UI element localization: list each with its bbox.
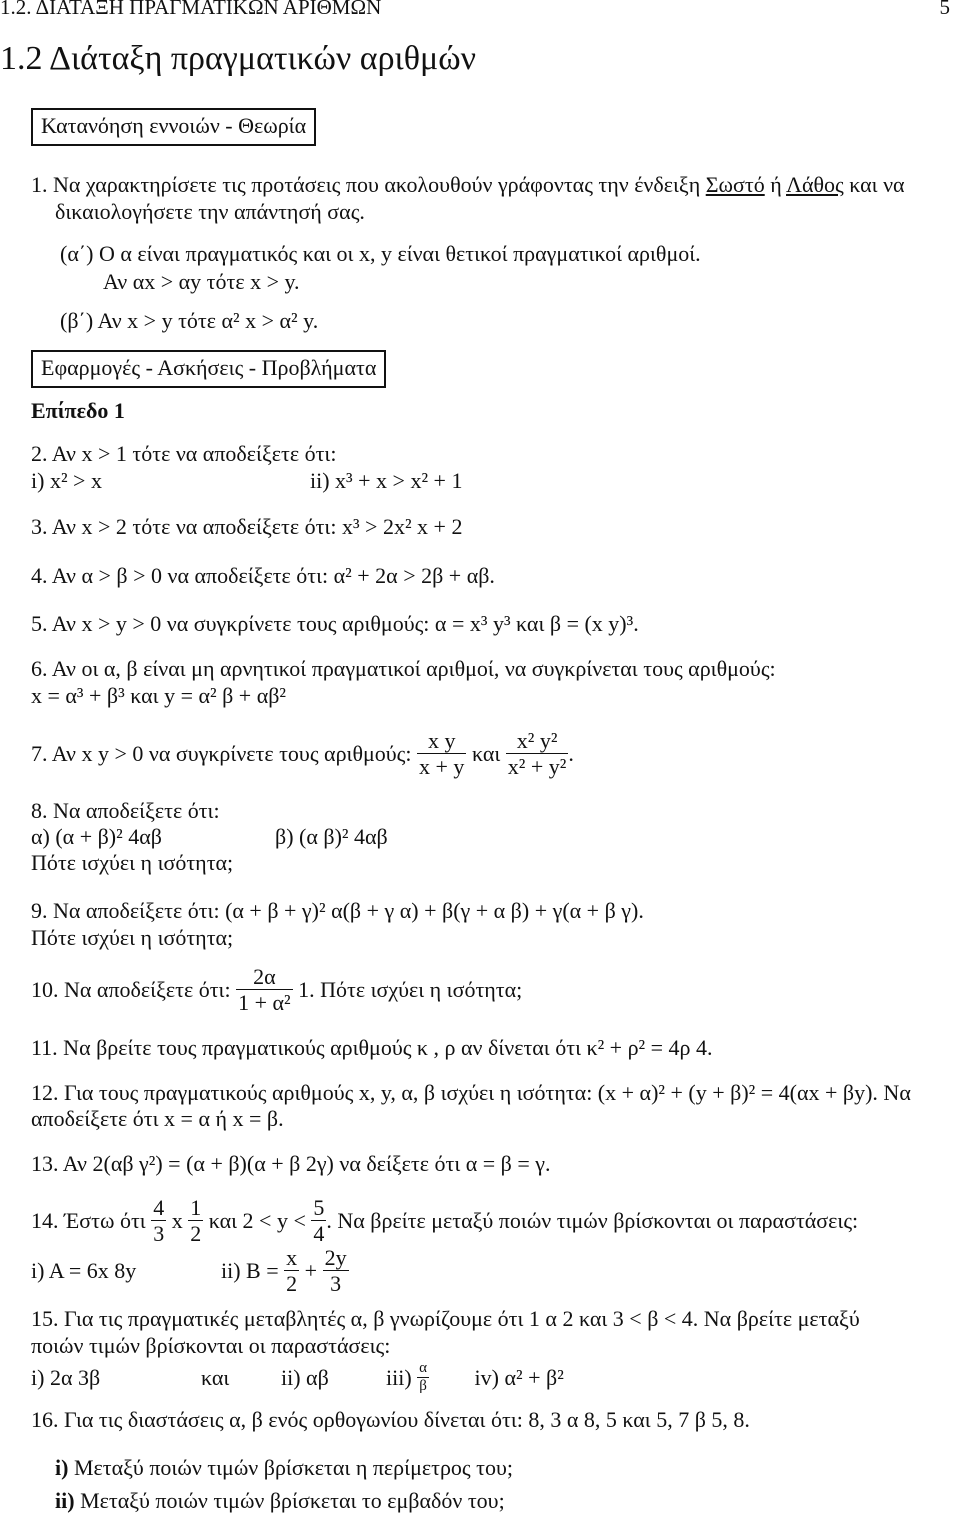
q6-line2: x = α³ + β³ και y = α² β + αβ² [31, 683, 287, 708]
q15-line3: i) 2α 3β και ii) αβ iii) $\frac{\alpha}{\beta}$ iv) α² + β² [31, 1360, 564, 1395]
q14-fraction-4: $\frac{x}{2}$ [286, 1245, 298, 1297]
q9-line2: Πότε ισχύει η ισότητα; [31, 925, 234, 950]
page-number: 5 [939, 0, 950, 19]
q1-line1: 1. Να χαρακτηρίσετε τις προτάσεις που ακολουθούν γράφοντας την ένδειξη Σωστό ή Λάθος και να [31, 172, 905, 197]
q12-line2: αποδείξετε ότι x = α ή x = β. [31, 1106, 284, 1131]
header-chapter: 1.2. ΔΙΑΤΑΞΗ ΠΡΑΓΜΑΤΙΚΩΝ ΑΡΙΘΜΩΝ [0, 0, 382, 19]
q7-fraction-1: $\frac{\text{x y}}{x + y}$ [419, 728, 465, 780]
q16-ii: ii) Μεταξύ ποιών τιμών βρίσκεται το εμβαδόν του; [55, 1488, 505, 1513]
q10: 10. Να αποδείξετε ότι: $\frac{2\alpha}{\text{1 + α²}}$ 1. Πότε ισχύει η ισότητα; [31, 964, 523, 1016]
q15-line2: ποιών τιμών βρίσκονται οι παραστάσεις: [31, 1333, 391, 1358]
q14-fraction-5: $\frac{2y}{3}$ [324, 1245, 347, 1297]
q8-line1: 8. Να αποδείξετε ότι: [31, 798, 220, 823]
q7-fraction-2: $\frac{\text{x² y²}}{\text{x² + y²}}$ [507, 728, 567, 780]
q4: 4. Αν α > β > 0 να αποδείξετε ότι: α² + 2α > 2β + αβ. [31, 563, 495, 588]
q10-fraction: $\frac{2\alpha}{\text{1 + α²}}$ [238, 964, 291, 1016]
section-title: 1.2 Διάταξη πραγματικών αριθμών [0, 40, 476, 77]
q15-fraction: $\frac{\alpha}{\beta}$ [419, 1360, 428, 1395]
q3: 3. Αν x > 2 τότε να αποδείξετε ότι: x³ > 2x² x + 2 [31, 514, 463, 539]
q7: 7. Αν x y > 0 να συγκρίνετε τους αριθμούς: $\frac{\text{x y}}{x + y}$ και $\frac{\text{x² y²}}{\text{x² + y²}}$ . [31, 728, 574, 780]
q11: 11. Να βρείτε τους πραγματικούς αριθμούς κ , ρ αν δίνεται ότι κ² + ρ² = 4ρ 4. [31, 1035, 713, 1060]
level-heading: Επίπεδο 1 [31, 398, 125, 423]
q15-line1: 15. Για τις πραγματικές μεταβλητές α, β γνωρίζουμε ότι 1 α 2 και 3 < β < 4. Να βρείτε μεταξύ [31, 1306, 860, 1331]
q1-line2: δικαιολογήσετε την απάντησή σας. [55, 199, 365, 224]
q14-line1: 14. Έστω ότι $\frac{4}{3}$ x $\frac{1}{2}$ και 2 < y < $\frac{5}{4}$ . Να βρείτε μεταξύ ποιών τιμών βρίσκονται οι παραστάσεις: [31, 1195, 859, 1247]
theory-box: Κατανόηση εννοιών - Θεωρία [31, 108, 316, 146]
q2-ii: ii) x³ + x > x² + 1 [310, 468, 463, 493]
q2-i: i) x² > x [31, 468, 102, 493]
q16-line1: 16. Για τις διαστάσεις α, β ενός ορθογωνίου δίνεται ότι: 8, 3 α 8, 5 και 5, 7 β 5, 8. [31, 1407, 750, 1432]
exercises-box: Εφαρμογές - Ασκήσεις - Προβλήματα [31, 350, 386, 388]
q14-fraction-2: $\frac{1}{2}$ [190, 1195, 202, 1247]
q8-line3: Πότε ισχύει η ισότητα; [31, 850, 234, 875]
q14-fraction-3: $\frac{5}{4}$ [313, 1195, 325, 1247]
q8-a: α) (α + β)² 4αβ [31, 824, 162, 849]
q16-i: i) Μεταξύ ποιών τιμών βρίσκεται η περίμετρος του; [55, 1455, 513, 1480]
wrong-option: Λάθος [786, 172, 844, 197]
q14-fraction-1: $\frac{4}{3}$ [153, 1195, 165, 1247]
correct-option: Σωστό [705, 172, 765, 197]
q1-b: (β΄) Αν x > y τότε α² x > α² y. [60, 308, 319, 333]
q13: 13. Αν 2(αβ γ²) = (α + β)(α + β 2γ) να δείξετε ότι α = β = γ. [31, 1151, 551, 1176]
q2-line1: 2. Αν x > 1 τότε να αποδείξετε ότι: [31, 441, 337, 466]
q14-line2: i) A = 6x 8y ii) B = $\frac{x}{2}$ + $\frac{2y}{3}$ [31, 1245, 347, 1297]
q6-line1: 6. Αν οι α, β είναι μη αρνητικοί πραγματικοί αριθμοί, να συγκρίνεται τους αριθμούς: [31, 656, 776, 681]
q5: 5. Αν x > y > 0 να συγκρίνετε τους αριθμούς: α = x³ y³ και β = (x y)³. [31, 611, 639, 636]
q9-line1: 9. Να αποδείξετε ότι: (α + β + γ)² α(β + γ α) + β(γ + α β) + γ(α + β γ). [31, 898, 644, 923]
q1-a-line1: (α΄) Ο α είναι πραγματικός και οι x, y είναι θετικοί πραγματικοί αριθμοί. [60, 241, 701, 266]
q12-line1: 12. Για τους πραγματικούς αριθμούς x, y, α, β ισχύει η ισότητα: (x + α)² + (y + β)² = 4(αx + βy). Να [31, 1080, 911, 1105]
q8-b: β) (α β)² 4αβ [275, 824, 388, 849]
q1-a-line2: Αν αx > αy τότε x > y. [103, 269, 300, 294]
